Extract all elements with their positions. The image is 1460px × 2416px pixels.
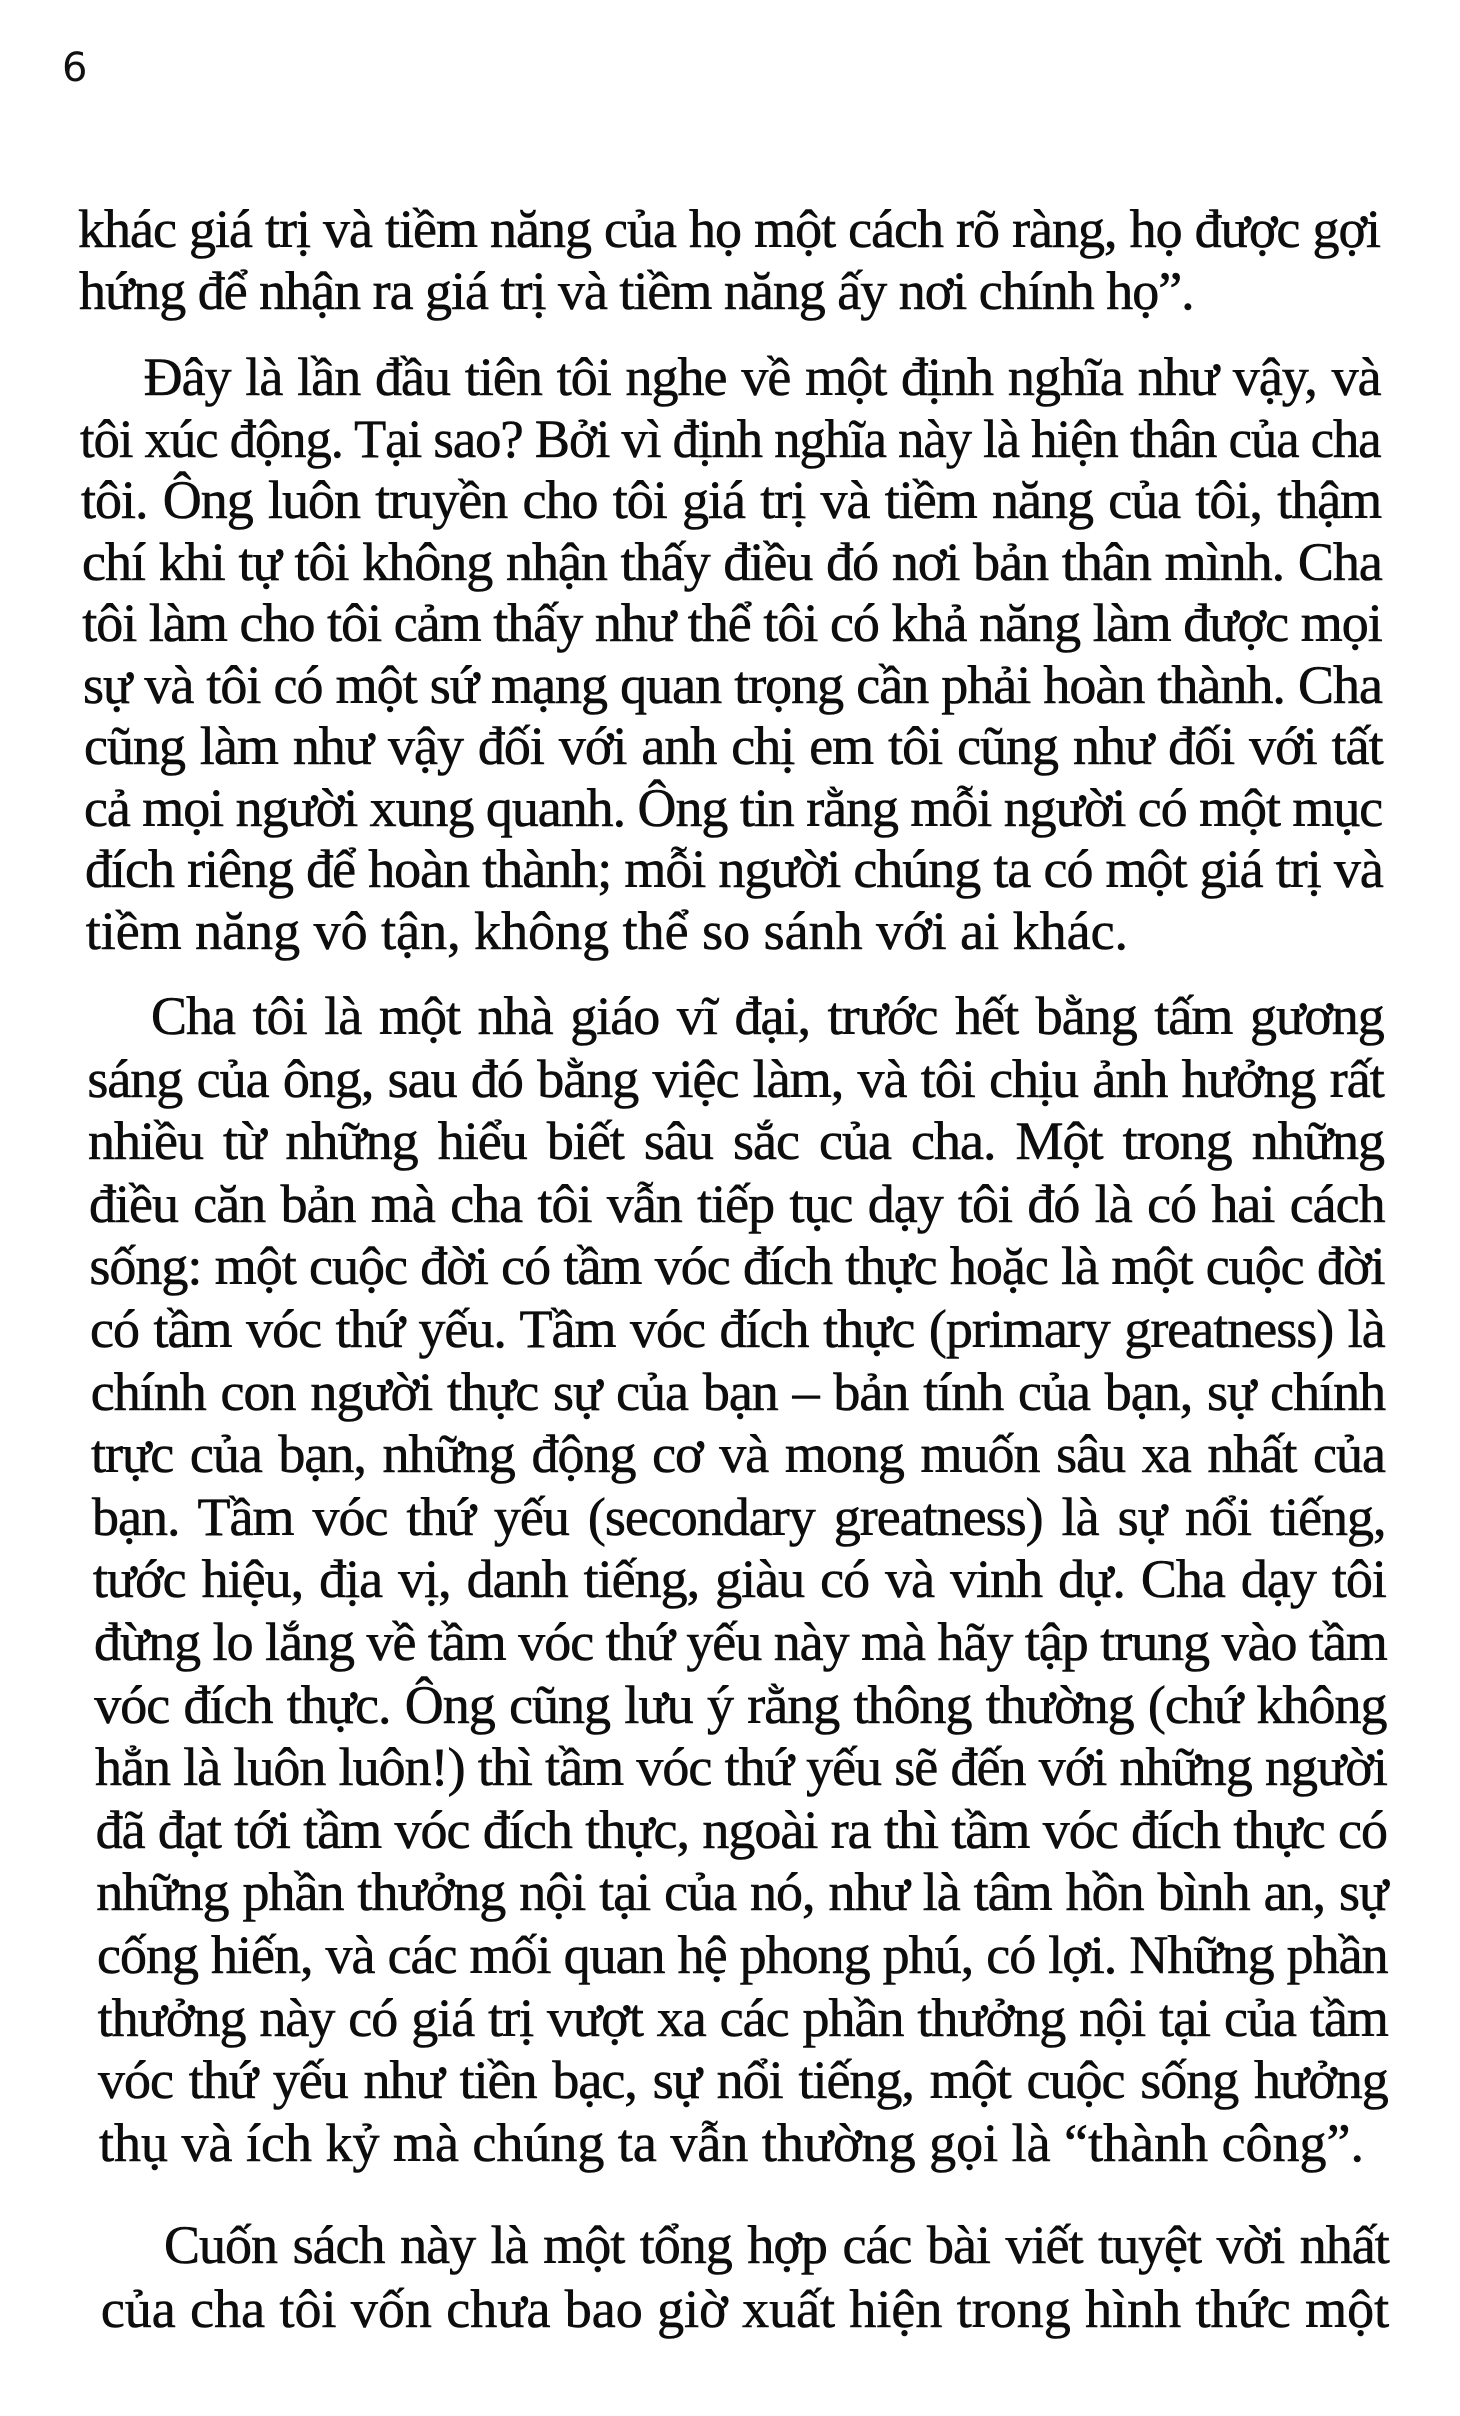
text-line: thụ và ích kỷ mà chúng ta vẫn thường gọi là “thành công”. [99, 2112, 1365, 2173]
text-line: đích riêng để hoàn thành; mỗi người chúng ta có một giá trị và [85, 839, 1383, 899]
text-line: tước hiệu, địa vị, danh tiếng, giàu có và vinh dự. Cha dạy tôi [92, 1549, 1386, 1610]
text-line: những phần thưởng nội tại của nó, như là tâm hồn bình an, sự [96, 1862, 1388, 1923]
text-line: đừng lo lắng về tầm vóc thứ yếu này mà hãy tập trung vào tầm [93, 1612, 1387, 1672]
text-line: vóc đích thực. Ông cũng lưu ý rằng thông thường (chứ không [94, 1674, 1387, 1735]
text-line: trực của bạn, những động cơ và mong muốn sâu xa nhất của [91, 1424, 1386, 1485]
text-line: tôi làm cho tôi cảm thấy như thể tôi có khả năng làm được mọi [82, 593, 1382, 653]
text-line: thưởng này có giá trị vượt xa các phần thưởng nội tại của tầm [97, 1987, 1388, 2048]
text-line: cũng làm như vậy đối với anh chị em tôi cũng như đối với tất [83, 716, 1383, 776]
text-line: Cuốn sách này là một tổng hợp các bài viết tuyệt vời nhất [164, 2215, 1389, 2275]
text-line: tiềm năng vô tận, không thể so sánh với ai khác. [85, 900, 1129, 961]
text-line: tôi. Ông luôn truyền cho tôi giá trị và tiềm năng của tôi, thậm [80, 470, 1382, 530]
text-line: hứng để nhận ra giá trị và tiềm năng ấy nơi chính họ”. [78, 261, 1194, 321]
text-line: sống: một cuộc đời có tầm vóc đích thực hoặc là một cuộc đời [89, 1236, 1385, 1297]
text-line: bạn. Tầm vóc thứ yếu (secondary greatness) là sự nổi tiếng, [92, 1486, 1386, 1547]
text-line: hẳn là luôn luôn!) thì tầm vóc thứ yếu sẽ đến với những người [94, 1737, 1387, 1798]
text-line: chí khi tự tôi không nhận thấy điều đó nơi bản thân mình. Cha [81, 531, 1382, 592]
page-number: 6 [62, 45, 88, 91]
text-line: nhiều từ những hiểu biết sâu sắc của cha. Một trong những [88, 1111, 1384, 1172]
text-line: chính con người thực sự của bạn – bản tính của bạn, sự chính [90, 1361, 1386, 1422]
text-line: điều căn bản mà cha tôi vẫn tiếp tục dạy tôi đó là có hai cách [88, 1173, 1385, 1234]
text-line: Đây là lần đầu tiên tôi nghe về một định nghĩa như vậy, và [143, 347, 1381, 407]
text-line: khác giá trị và tiềm năng của họ một cách rõ ràng, họ được gợi [78, 199, 1380, 259]
text-line: có tầm vóc thứ yếu. Tầm vóc đích thực (primary greatness) là [90, 1299, 1385, 1359]
text-line: vóc thứ yếu như tiền bạc, sự nổi tiếng, một cuộc sống hưởng [98, 2050, 1389, 2111]
text-line: cả mọi người xung quanh. Ông tin rằng mỗi người có một mục [84, 777, 1383, 838]
text-line: tôi xúc động. Tại sao? Bởi vì định nghĩa này là hiện thân của cha [80, 408, 1381, 469]
text-line: của cha tôi vốn chưa bao giờ xuất hiện trong hình thức một [100, 2279, 1390, 2339]
text-line: đã đạt tới tầm vóc đích thực, ngoài ra thì tầm vóc đích thực có [95, 1799, 1388, 1860]
text-line: sáng của ông, sau đó bằng việc làm, và tôi chịu ảnh hưởng rất [87, 1048, 1384, 1109]
text-line: cống hiến, và các mối quan hệ phong phú, có lợi. Những phần [96, 1925, 1388, 1985]
text-line: sự và tôi có một sứ mạng quan trọng cần phải hoàn thành. Cha [82, 654, 1382, 715]
text-line: Cha tôi là một nhà giáo vĩ đại, trước hết bằng tấm gương [150, 986, 1384, 1046]
